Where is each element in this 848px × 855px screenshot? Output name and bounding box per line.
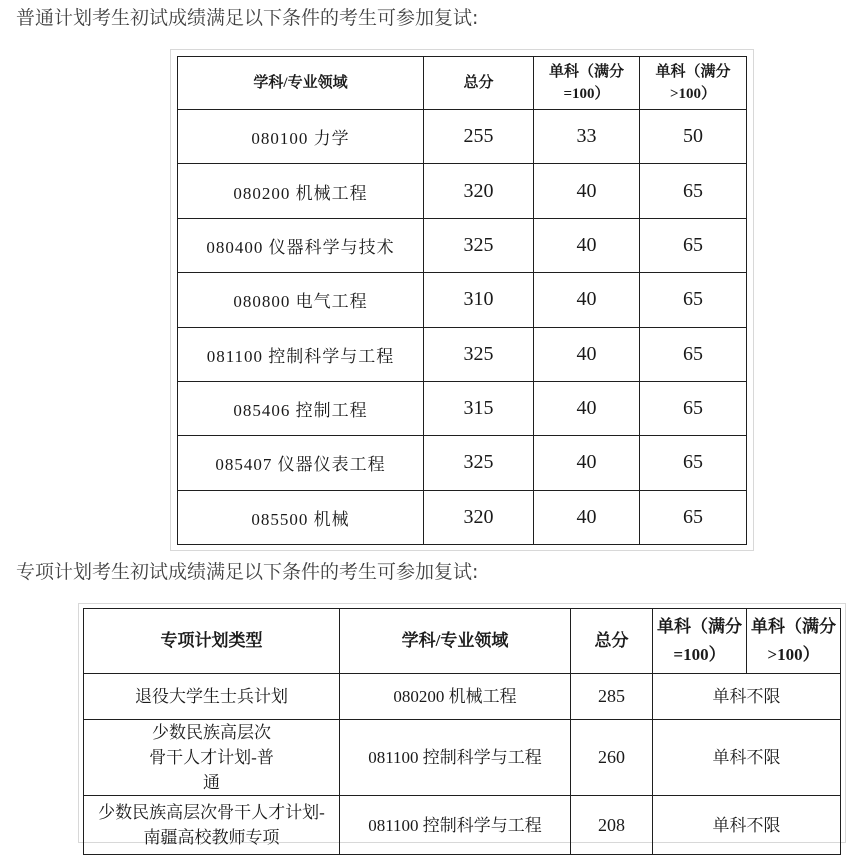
field-cell: 080200 机械工程 [340,674,571,720]
special-table-frame [78,603,846,847]
table-row [84,796,841,855]
single-over-100-cell: 50 [640,110,747,164]
single-over-100-cell: 65 [640,327,747,381]
header-single-over-100: 单科（满分>100） [747,609,841,674]
total-cell: 325 [424,218,534,272]
special-plan-table [83,608,841,855]
field-cell: 081100 控制科学与工程 [340,796,571,855]
total-cell: 325 [424,327,534,381]
total-cell: 320 [424,164,534,218]
plan-type-cell: 退役大学生士兵计划 [84,674,340,720]
total-cell: 260 [571,720,653,796]
total-cell: 325 [424,436,534,490]
table-row [178,110,747,164]
single-100-cell: 40 [534,273,640,327]
field-cell: 080100 力学 [178,110,424,164]
single-over-100-cell: 65 [640,490,747,544]
total-cell: 255 [424,110,534,164]
field-cell: 085407 仪器仪表工程 [178,436,424,490]
single-over-100-cell: 65 [640,381,747,435]
table-row [178,164,747,218]
regular-table-frame [170,49,754,551]
table-header-row [178,57,747,110]
total-cell: 208 [571,796,653,855]
table-row [84,674,841,720]
field-cell: 081100 控制科学与工程 [340,720,571,796]
single-100-cell: 33 [534,110,640,164]
single-limit-cell: 单科不限 [653,674,841,720]
table-row [178,490,747,544]
table-row [178,381,747,435]
field-cell: 085500 机械 [178,490,424,544]
header-single-100: 单科（满分=100） [534,57,640,110]
single-100-cell: 40 [534,164,640,218]
single-100-cell: 40 [534,327,640,381]
plan-type-cell: 少数民族高层次骨干人才计划-普通 [84,720,340,796]
intro-special-plan: 专项计划考生初试成绩满足以下条件的考生可参加复试: [16,561,479,583]
header-single-100: 单科（满分=100） [653,609,747,674]
regular-plan-table [177,56,747,545]
total-cell: 285 [571,674,653,720]
field-cell: 085406 控制工程 [178,381,424,435]
plan-type-cell: 少数民族高层次骨干人才计划-南疆高校教师专项 [84,796,340,855]
total-cell: 310 [424,273,534,327]
header-total: 总分 [424,57,534,110]
single-100-cell: 40 [534,218,640,272]
total-cell: 320 [424,490,534,544]
single-100-cell: 40 [534,490,640,544]
single-over-100-cell: 65 [640,218,747,272]
table-header-row [84,609,841,674]
single-limit-cell: 单科不限 [653,720,841,796]
total-cell: 315 [424,381,534,435]
header-field: 学科/专业领域 [178,57,424,110]
intro-regular-plan: 普通计划考生初试成绩满足以下条件的考生可参加复试: [16,7,479,29]
single-over-100-cell: 65 [640,164,747,218]
table-row [178,436,747,490]
table-row [178,273,747,327]
header-total: 总分 [571,609,653,674]
single-limit-cell: 单科不限 [653,796,841,855]
header-plan-type: 专项计划类型 [84,609,340,674]
field-cell: 081100 控制科学与工程 [178,327,424,381]
table-row [178,218,747,272]
table-row [84,720,841,796]
table-row [178,327,747,381]
single-100-cell: 40 [534,381,640,435]
single-over-100-cell: 65 [640,436,747,490]
single-over-100-cell: 65 [640,273,747,327]
header-field: 学科/专业领域 [340,609,571,674]
field-cell: 080400 仪器科学与技术 [178,218,424,272]
field-cell: 080200 机械工程 [178,164,424,218]
header-single-over-100: 单科（满分>100） [640,57,747,110]
field-cell: 080800 电气工程 [178,273,424,327]
single-100-cell: 40 [534,436,640,490]
